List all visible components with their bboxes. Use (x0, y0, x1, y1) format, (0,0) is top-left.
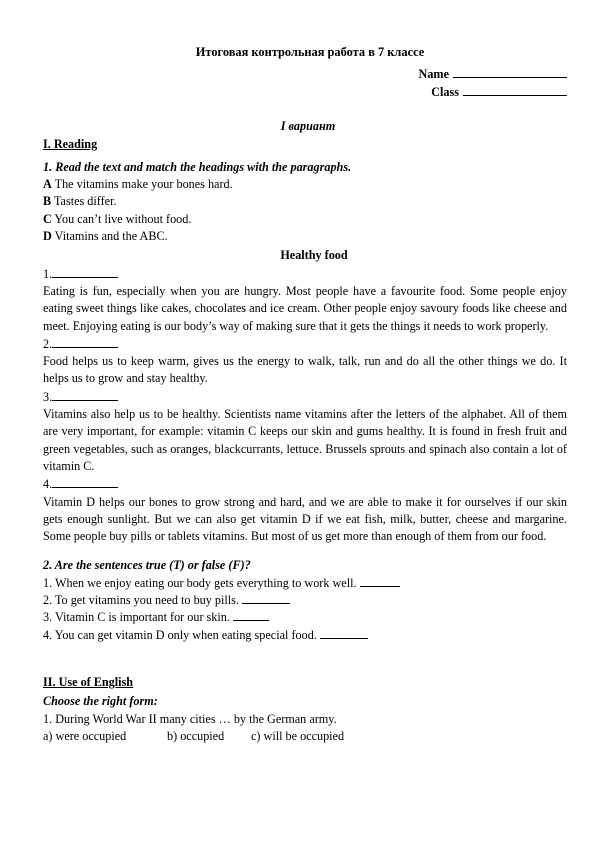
heading-option-d (43, 228, 567, 245)
variant-label: I вариант (280, 119, 336, 134)
statement-2 (43, 592, 567, 609)
tf-answer-blank[interactable] (320, 627, 368, 639)
option-c[interactable]: c) will be occupied (251, 728, 345, 743)
paragraph-4-text: Vitamin D helps our bones to grow strong and hard, and we are able to make it for ourselves if our skin gets enough sunlight. But we can also get vitamin D if we eat fish, milk, butter, cheese and margarine. Some people buy pills or tablets vitamins. But most of us get more than enough of them from our food. (43, 494, 567, 544)
heading-answer-blank[interactable] (52, 335, 118, 348)
heading-letter: B (43, 194, 52, 209)
name-blank (453, 65, 567, 78)
option-a[interactable]: a) were occupied (43, 728, 127, 743)
paragraph-number: 4. (43, 477, 53, 492)
statement-text: 2. To get vitamins you need to buy pills. (43, 593, 239, 608)
heading-answer-blank[interactable] (52, 265, 118, 278)
paragraph-4-number (43, 475, 567, 493)
heading-text: Tastes differ. (51, 194, 117, 209)
heading-option-a (43, 176, 567, 193)
paragraph-1-text: Eating is fun, especially when you are hungry. Most people have a favourite food. Some people enjoy eating sweet things like cakes, chocolates and ice cream. Other people enjoy savoury foods like cheese and meet. Enjoying eating is our body’s way of making sure that it gets the things it needs to work properly. (43, 283, 567, 333)
paragraph-2-text: Food helps us to keep warm, gives us the energy to walk, talk, run and do all the other things we do. It helps us to grow and stay healthy. (43, 354, 567, 386)
heading-answer-blank[interactable] (52, 475, 118, 488)
tf-answer-blank[interactable] (233, 609, 269, 621)
statement-1 (43, 575, 567, 592)
paragraph-number: 1. (43, 266, 53, 281)
use-of-english-heading: II. Use of English (43, 674, 134, 689)
task-2-instruction: 2. Are the sentences true (T) or false (F)? (43, 558, 251, 573)
text-title: Healthy food (280, 248, 348, 263)
paragraph-number: 3. (43, 389, 53, 404)
class-blank (463, 83, 567, 96)
paragraph-1-number (43, 265, 567, 283)
heading-answer-blank[interactable] (52, 388, 118, 401)
choose-form-instruction: Choose the right form: (43, 694, 158, 709)
class-label: Class (431, 84, 459, 99)
tf-answer-blank[interactable] (360, 575, 400, 587)
heading-letter: D (43, 229, 52, 244)
heading-option-b (43, 193, 567, 210)
heading-text: You can’t live without food. (51, 211, 192, 226)
reading-section-heading: I. Reading (43, 136, 98, 151)
question-1: 1. During World War II many cities … by the German army. (43, 711, 337, 726)
paragraph-number: 2. (43, 336, 53, 351)
worksheet-title: Итоговая контрольная работа в 7 классе (195, 45, 425, 59)
heading-text: The vitamins make your bones hard. (51, 177, 233, 192)
paragraph-2-number (43, 335, 567, 353)
name-label: Name (418, 67, 449, 82)
statement-text: 1. When we enjoy eating our body gets everything to work well. (43, 575, 357, 590)
heading-text: Vitamins and the ABC. (51, 229, 168, 244)
heading-letter: C (43, 211, 52, 226)
class-field (43, 83, 567, 101)
name-field (43, 65, 567, 83)
heading-letter: A (43, 177, 52, 192)
tf-answer-blank[interactable] (242, 592, 290, 604)
spacer (43, 545, 567, 557)
statement-4 (43, 627, 567, 644)
paragraph-3-number (43, 388, 567, 406)
statement-text: 4. You can get vitamin D only when eating special food. (43, 627, 317, 642)
statement-3 (43, 609, 567, 626)
statement-text: 3. Vitamin C is important for our skin. (43, 610, 230, 625)
spacer (43, 644, 567, 674)
paragraph-3-text: Vitamins also help us to be healthy. Scientists name vitamins after the letters of the alphabet. All of them are very important, for example: vitamin C keeps our skin and gums healthy. It is found in fresh fruit and green vegetables, such as oranges, blackcurrants, lettuce. Brussels sprouts and spinach also contain a lot of vitamin C. (43, 407, 567, 473)
option-b[interactable]: b) occupied (167, 728, 225, 743)
heading-option-c (43, 211, 567, 228)
answer-options (43, 728, 567, 745)
task-1-instruction: 1. Read the text and match the headings with the paragraphs. (43, 159, 352, 174)
